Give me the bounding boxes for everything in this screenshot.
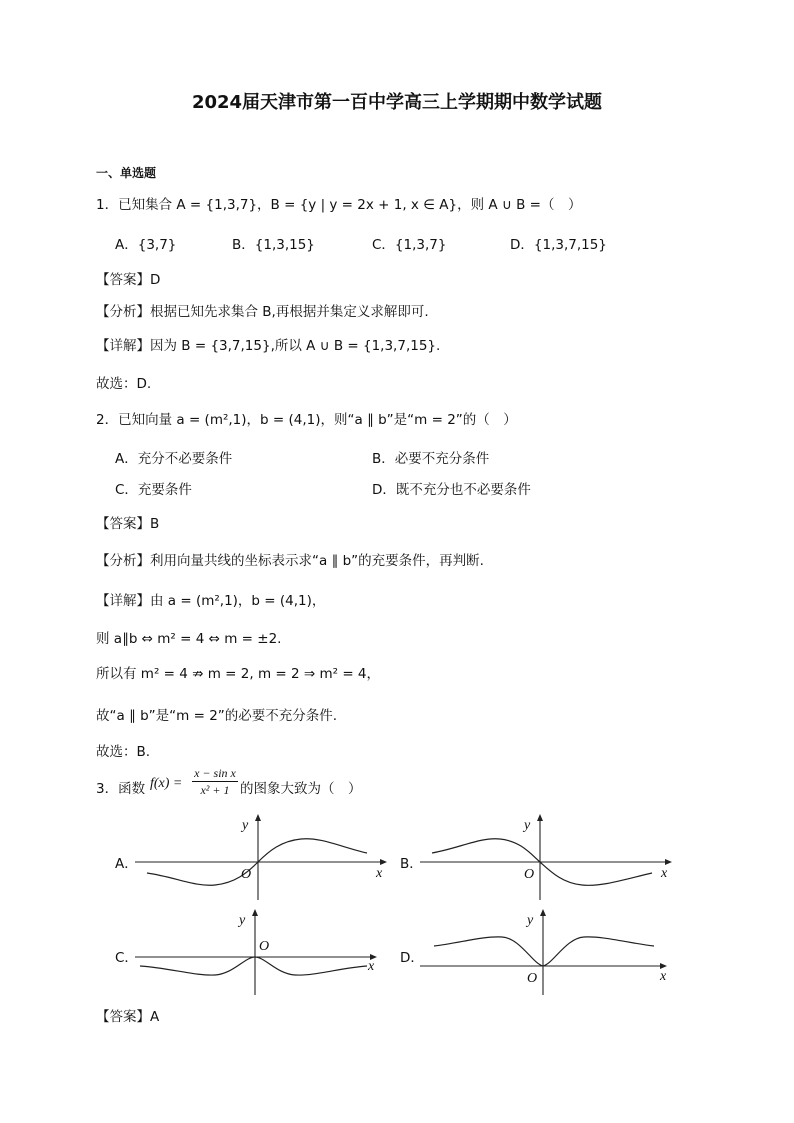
origin-label: O — [524, 867, 535, 882]
graph-b-label: B． — [400, 856, 423, 872]
q2-option-c: C．充要条件 — [115, 482, 192, 498]
x-label: x — [368, 959, 375, 974]
q2-option-d: D．既不充分也不必要条件 — [372, 482, 531, 498]
q2-line4: 故“a ∥ b”是“m = 2”的必要不充分条件. — [96, 708, 338, 724]
q2-analysis: 【分析】利用向量共线的坐标表示求“a ∥ b”的充要条件，再判断. — [96, 553, 484, 569]
y-label: y — [527, 913, 534, 928]
q2-line3: 所以有 m² = 4 ⇏ m = 2, m = 2 ⇒ m² = 4， — [96, 666, 381, 682]
q1-stem: 1．已知集合 A = {1,3,7}，B = {y | y = 2x + 1, x ∈ A}，则 A ∪ B =（ ） — [96, 197, 582, 213]
q3-fraction — [192, 766, 238, 797]
origin-label: O — [259, 939, 270, 954]
x-label: x — [376, 866, 383, 881]
y-axis-arrow — [540, 909, 546, 916]
graph-a — [135, 815, 385, 900]
x-label: x — [660, 969, 667, 984]
q3-stem-suffix: 的图象大致为（ ） — [240, 781, 362, 797]
section-heading: 一、单选题 — [96, 166, 157, 180]
graph-c-curve — [140, 957, 367, 975]
y-label: y — [524, 818, 531, 833]
graph-d-curve — [434, 937, 654, 966]
q2-option-a: A．充分不必要条件 — [115, 451, 233, 467]
graph-d-label: D． — [400, 950, 424, 966]
graph-a-label: A． — [115, 856, 138, 872]
y-axis-arrow — [252, 909, 258, 916]
q1-option-b: B．{1,3,15} — [232, 237, 315, 253]
q3-numerator: x − sin x — [194, 766, 236, 780]
graph-c — [135, 910, 385, 995]
q3-stem-prefix: 3．函数 — [96, 781, 146, 797]
fraction-bar — [192, 781, 238, 782]
graph-c-label: C． — [115, 950, 138, 966]
q2-detail: 【详解】由 a = (m²,1)，b = (4,1)， — [96, 593, 326, 609]
q1-analysis: 【分析】根据已知先求集合 B,再根据并集定义求解即可. — [96, 304, 429, 320]
q2-answer: 【答案】B — [96, 516, 160, 532]
q2-choose: 故选：B. — [96, 744, 151, 760]
q1-option-d: D．{1,3,7,15} — [510, 237, 607, 253]
y-axis-arrow — [537, 814, 543, 821]
q2-stem: 2．已知向量 a = (m²,1)，b = (4,1)，则“a ∥ b”是“m = 2”的（ ） — [96, 412, 517, 428]
graph-d — [420, 910, 670, 995]
q1-answer: 【答案】D — [96, 272, 161, 288]
y-axis-arrow — [255, 814, 261, 821]
q1-choose: 故选：D. — [96, 376, 152, 392]
q1-detail: 【详解】因为 B = {3,7,15},所以 A ∪ B = {1,3,7,15}. — [96, 338, 441, 354]
y-label: y — [239, 913, 246, 928]
origin-label: O — [241, 867, 252, 882]
q1-option-a: A．{3,7} — [115, 237, 177, 253]
q3-answer: 【答案】A — [96, 1009, 160, 1025]
q3-function-name: f(x) = — [150, 776, 183, 791]
q1-option-c: C．{1,3,7} — [372, 237, 447, 253]
graph-b — [420, 815, 670, 900]
q2-line2: 则 a∥b ⇔ m² = 4 ⇔ m = ±2. — [96, 631, 282, 647]
page-title: 2024届天津市第一百中学高三上学期期中数学试题 — [191, 92, 603, 113]
y-label: y — [242, 818, 249, 833]
x-label: x — [661, 866, 668, 881]
q2-option-b: B．必要不充分条件 — [372, 451, 490, 467]
origin-label: O — [527, 971, 538, 986]
x-axis-arrow — [665, 859, 672, 865]
q3-denominator: x² + 1 — [200, 783, 230, 797]
x-axis-arrow — [380, 859, 387, 865]
